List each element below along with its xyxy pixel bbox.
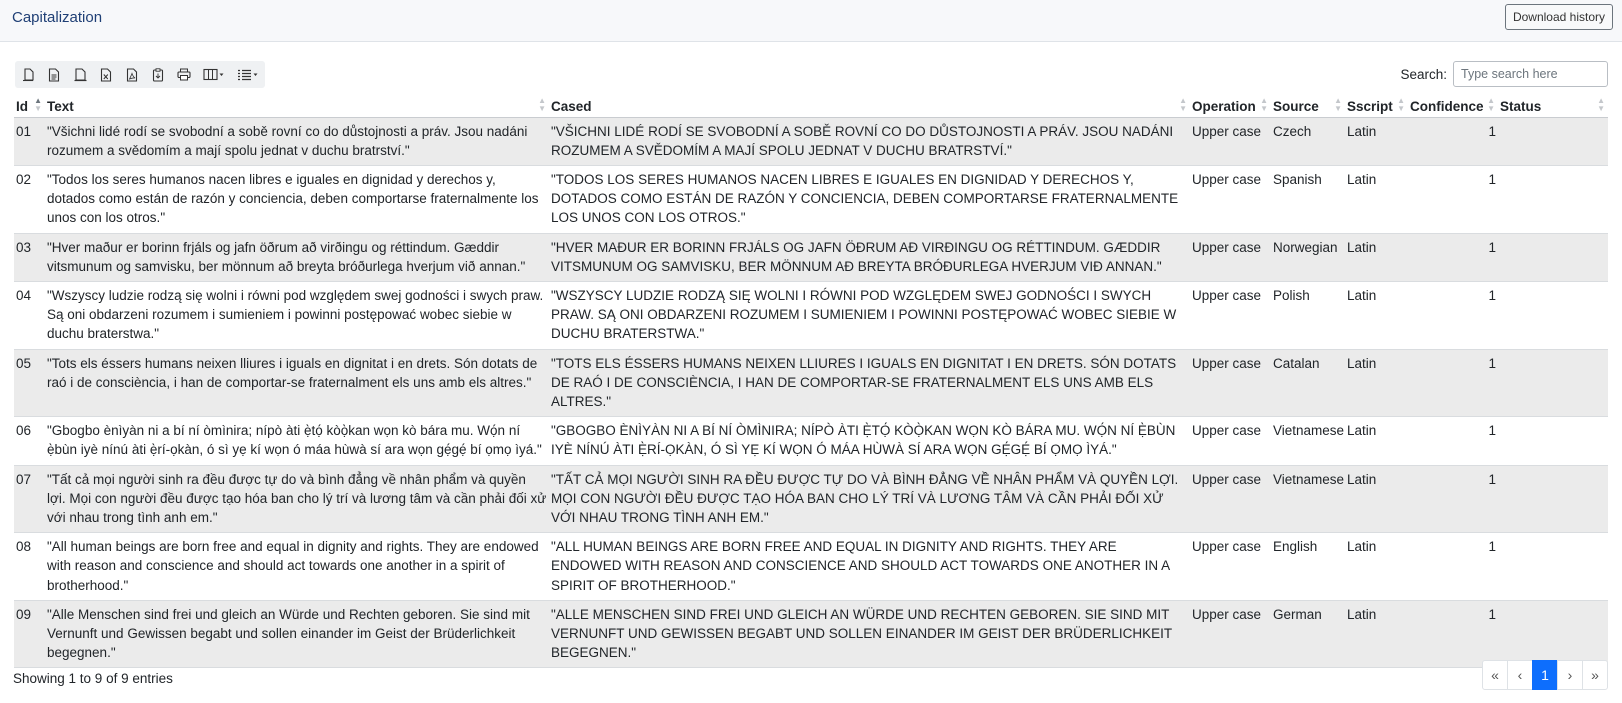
cell-confidence: 1: [1408, 281, 1498, 349]
cell-cased: "WSZYSCY LUDZIE RODZĄ SIĘ WOLNI I RÓWNI POD WZGLĘDEM SWEJ GODNOŚCI I SWYCH PRAW. SĄ ONI OBDARZENI ROZUMEM I SUMIENIEM I POWINNI POSTĘPOWAĆ WOBEC SIEBIE W DUCHU BRATERSTWA.": [549, 281, 1190, 349]
sort-indicator-icon: ▲ ▼: [1179, 96, 1187, 113]
excel-icon[interactable]: [93, 61, 119, 88]
cell-script: Latin: [1345, 281, 1408, 349]
column-header-text[interactable]: Text ▲ ▼: [45, 97, 549, 117]
column-header-operation[interactable]: Operation ▲ ▼: [1190, 97, 1271, 117]
cell-text: "Tất cả mọi người sinh ra đều được tự do và bình đẳng về nhân phẩm và quyền lợi. Mọi con người đều được tạo hóa ban cho lý trí và lương tâm và cần phải đối xử với nhau trong tình anh em.": [45, 465, 549, 533]
cell-operation: Upper case: [1190, 233, 1271, 281]
column-header-cased[interactable]: Cased ▲ ▼: [549, 97, 1190, 117]
csv-icon[interactable]: [41, 61, 67, 88]
cell-cased: "TOTS ELS ÉSSERS HUMANS NEIXEN LLIURES I IGUALS EN DIGNITAT I EN DRETS. SÓN DOTATS DE RAÓ I DE CONSCIÈNCIA, I HAN DE COMPORTAR-SE FRATERNALMENT ELS UNS AMB ELS ALTRES.": [549, 349, 1190, 417]
first-page-button[interactable]: «: [1482, 660, 1508, 690]
sort-indicator-icon: ▲ ▼: [1487, 96, 1495, 113]
cell-source: English: [1271, 533, 1345, 601]
column-header-status[interactable]: Status ▲ ▼: [1498, 97, 1608, 117]
cell-operation: Upper case: [1190, 533, 1271, 601]
cell-id: 07: [14, 465, 45, 533]
cell-script: Latin: [1345, 533, 1408, 601]
cell-source: Catalan: [1271, 349, 1345, 417]
cell-id: 02: [14, 165, 45, 233]
table-row[interactable]: [14, 281, 1608, 349]
cell-text: "All human beings are born free and equal in dignity and rights. They are endowed with reason and conscience and should act towards one another in a spirit of brotherhood.": [45, 533, 549, 601]
cell-script: Latin: [1345, 465, 1408, 533]
cell-confidence: 1: [1408, 600, 1498, 668]
cell-text: "Všichni lidé rodí se svobodní a sobě rovní co do důstojnosti a práv. Jsou nadáni rozumem a svědomím a mají spolu jednat v duchu bratrství.": [45, 117, 549, 165]
last-page-button[interactable]: »: [1582, 660, 1608, 690]
clipboard-icon[interactable]: [145, 61, 171, 88]
table-row[interactable]: [14, 349, 1608, 417]
sort-indicator-icon: ▲ ▼: [1260, 96, 1268, 113]
cell-cased: "TẤT CẢ MỌI NGƯỜI SINH RA ĐỀU ĐƯỢC TỰ DO VÀ BÌNH ĐẲNG VỀ NHÂN PHẨM VÀ QUYỀN LỢI. MỌI CON NGƯỜI ĐỀU ĐƯỢC TẠO HÓA BAN CHO LÝ TRÍ VÀ LƯƠNG TÂM VÀ CẦN PHẢI ĐỐI XỬ VỚI NHAU TRONG TÌNH ANH EM.": [549, 465, 1190, 533]
data-table: [14, 97, 1608, 668]
cell-text: "Tots els éssers humans neixen lliures i iguals en dignitat i en drets. Són dotats de raó i de consciència, i han de comportar-se fraternalment els uns amb els altres.": [45, 349, 549, 417]
column-header-id[interactable]: Id ▲ ▼: [14, 97, 45, 117]
cell-status: [1498, 349, 1608, 417]
cell-operation: Upper case: [1190, 349, 1271, 417]
cell-text: "Wszyscy ludzie rodzą się wolni i równi pod względem swej godności i swych praw. Są oni obdarzeni rozumem i sumieniem i powinni postępować wobec siebie w duchu braterstwa.": [45, 281, 549, 349]
cell-confidence: 1: [1408, 233, 1498, 281]
cell-status: [1498, 233, 1608, 281]
cell-script: Latin: [1345, 600, 1408, 668]
table-row[interactable]: [14, 417, 1608, 465]
cell-operation: Upper case: [1190, 165, 1271, 233]
next-page-button[interactable]: ›: [1557, 660, 1583, 690]
cell-status: [1498, 417, 1608, 465]
cell-status: [1498, 465, 1608, 533]
cell-script: Latin: [1345, 349, 1408, 417]
cell-script: Latin: [1345, 417, 1408, 465]
cell-confidence: 1: [1408, 165, 1498, 233]
table-row[interactable]: [14, 165, 1608, 233]
table-toolbar: [15, 61, 265, 88]
page-1-button[interactable]: 1: [1532, 660, 1558, 690]
cell-status: [1498, 165, 1608, 233]
cell-operation: Upper case: [1190, 117, 1271, 165]
cell-source: Czech: [1271, 117, 1345, 165]
table-row[interactable]: [14, 117, 1608, 165]
cell-script: Latin: [1345, 165, 1408, 233]
table-row[interactable]: [14, 533, 1608, 601]
sort-indicator-icon: ▲ ▼: [538, 96, 546, 113]
table-info: Showing 1 to 9 of 9 entries: [13, 671, 173, 686]
columns-icon[interactable]: [197, 61, 231, 88]
table-row[interactable]: [14, 465, 1608, 533]
cell-status: [1498, 600, 1608, 668]
cell-id: 03: [14, 233, 45, 281]
cell-cased: "TODOS LOS SERES HUMANOS NACEN LIBRES E IGUALES EN DIGNIDAD Y DERECHOS Y, DOTADOS COMO ESTÁN DE RAZÓN Y CONCIENCIA, DEBEN COMPORTARSE FRATERNALMENTE LOS UNOS CON LOS OTROS.": [549, 165, 1190, 233]
cell-operation: Upper case: [1190, 600, 1271, 668]
cell-text: "Todos los seres humanos nacen libres e iguales en dignidad y derechos y, dotados como están de razón y conciencia, deben comportarse fraternalmente los unos con los otros.": [45, 165, 549, 233]
cell-confidence: 1: [1408, 417, 1498, 465]
table-row[interactable]: [14, 233, 1608, 281]
download-history-button[interactable]: Download history: [1505, 4, 1613, 30]
cell-confidence: 1: [1408, 533, 1498, 601]
cell-operation: Upper case: [1190, 417, 1271, 465]
rows-icon[interactable]: [231, 61, 265, 88]
cell-cased: "HVER MAÐUR ER BORINN FRJÁLS OG JAFN ÖÐRUM AÐ VIRÐINGU OG RÉTTINDUM. GÆDDIR VITSMUNUM OG SAMVISKU, BER MÖNNUM AÐ BREYTA BRÓÐURLEGA HVERJUM VIÐ ANNAN.": [549, 233, 1190, 281]
cell-source: Polish: [1271, 281, 1345, 349]
cell-id: 04: [14, 281, 45, 349]
search-input[interactable]: [1453, 61, 1608, 87]
column-header-source[interactable]: Source ▲ ▼: [1271, 97, 1345, 117]
sort-indicator-icon: ▲ ▼: [1597, 96, 1605, 113]
search-label: Search:: [1400, 66, 1447, 82]
page-header: [0, 0, 1622, 42]
pagination: [1483, 660, 1608, 690]
cell-source: Norwegian: [1271, 233, 1345, 281]
cell-source: Vietnamese: [1271, 465, 1345, 533]
cell-status: [1498, 117, 1608, 165]
page-title: Capitalization: [12, 9, 103, 26]
cell-text: "Hver maður er borinn frjáls og jafn öðrum að virðingu og réttindum. Gæddir vitsmunum og samvisku, ber mönnum að breyta bróðurlega hverjum við annan.": [45, 233, 549, 281]
cell-id: 06: [14, 417, 45, 465]
cell-source: German: [1271, 600, 1345, 668]
cell-confidence: 1: [1408, 349, 1498, 417]
cell-id: 08: [14, 533, 45, 601]
sort-indicator-icon: ▲ ▼: [1334, 96, 1342, 113]
cell-cased: "VŠICHNI LIDÉ RODÍ SE SVOBODNÍ A SOBĚ ROVNÍ CO DO DŮSTOJNOSTI A PRÁV. JSOU NADÁNI ROZUMEM A SVĚDOMÍM A MAJÍ SPOLU JEDNAT V DUCHU BRATRSTVÍ.": [549, 117, 1190, 165]
cell-text: "Gbogbo ènìyàn ni a bí ní òmìnira; nípò àti ẹ̀tọ́ kòọ̀kan wọn kò bára mu. Wọ́n ní ẹ̀bùn iyè nínú àti ẹ̀rí-ọkàn, ó sì yẹ kí wọn ó máa hùwà sí ara wọn gẹ́gẹ́ bí ọmọ ìyá.": [45, 417, 549, 465]
table-header-row: [14, 97, 1608, 117]
cell-source: Vietnamese: [1271, 417, 1345, 465]
search-box: [1400, 61, 1608, 87]
cell-cased: "GBOGBO ÈNÌYÀN NI A BÍ NÍ ÒMÌNIRA; NÍPÒ ÀTI Ẹ̀TỌ́ KÒỌ̀KAN WỌN KÒ BÁRA MU. WỌ́N NÍ Ẹ̀BÙN IYÈ NÍNÚ ÀTI Ẹ̀RÍ-ỌKÀN, Ó SÌ YẸ KÍ WỌN Ó MÁA HÙWÀ SÍ ARA WỌN GẸ́GẸ́ BÍ ỌMỌ ÌYÁ.": [549, 417, 1190, 465]
previous-page-button[interactable]: ‹: [1507, 660, 1533, 690]
cell-status: [1498, 281, 1608, 349]
cell-confidence: 1: [1408, 117, 1498, 165]
print-preview-icon[interactable]: [67, 61, 93, 88]
cell-id: 01: [14, 117, 45, 165]
cell-text: "Alle Menschen sind frei und gleich an Würde und Rechten geboren. Sie sind mit Vernunft und Gewissen begabt und sollen einander im Geist der Brüderlichkeit begegnen.": [45, 600, 549, 668]
cell-operation: Upper case: [1190, 281, 1271, 349]
cell-source: Spanish: [1271, 165, 1345, 233]
cell-id: 09: [14, 600, 45, 668]
copy-icon[interactable]: [15, 61, 41, 88]
column-header-script[interactable]: Sscript ▲ ▼: [1345, 97, 1408, 117]
cell-confidence: 1: [1408, 465, 1498, 533]
cell-id: 05: [14, 349, 45, 417]
column-header-confidence[interactable]: Confidence ▲ ▼: [1408, 97, 1498, 117]
pdf-icon[interactable]: [119, 61, 145, 88]
sort-indicator-icon: ▲ ▼: [34, 96, 42, 113]
sort-indicator-icon: ▲ ▼: [1397, 96, 1405, 113]
cell-status: [1498, 533, 1608, 601]
cell-script: Latin: [1345, 233, 1408, 281]
cell-operation: Upper case: [1190, 465, 1271, 533]
print-icon[interactable]: [171, 61, 197, 88]
cell-script: Latin: [1345, 117, 1408, 165]
table-row[interactable]: [14, 600, 1608, 668]
cell-cased: "ALLE MENSCHEN SIND FREI UND GLEICH AN WÜRDE UND RECHTEN GEBOREN. SIE SIND MIT VERNUNFT UND GEWISSEN BEGABT UND SOLLEN EINANDER IM GEIST DER BRÜDERLICHKEIT BEGEGNEN.": [549, 600, 1190, 668]
cell-cased: "ALL HUMAN BEINGS ARE BORN FREE AND EQUAL IN DIGNITY AND RIGHTS. THEY ARE ENDOWED WITH REASON AND CONSCIENCE AND SHOULD ACT TOWARDS ONE ANOTHER IN A SPIRIT OF BROTHERHOOD.": [549, 533, 1190, 601]
